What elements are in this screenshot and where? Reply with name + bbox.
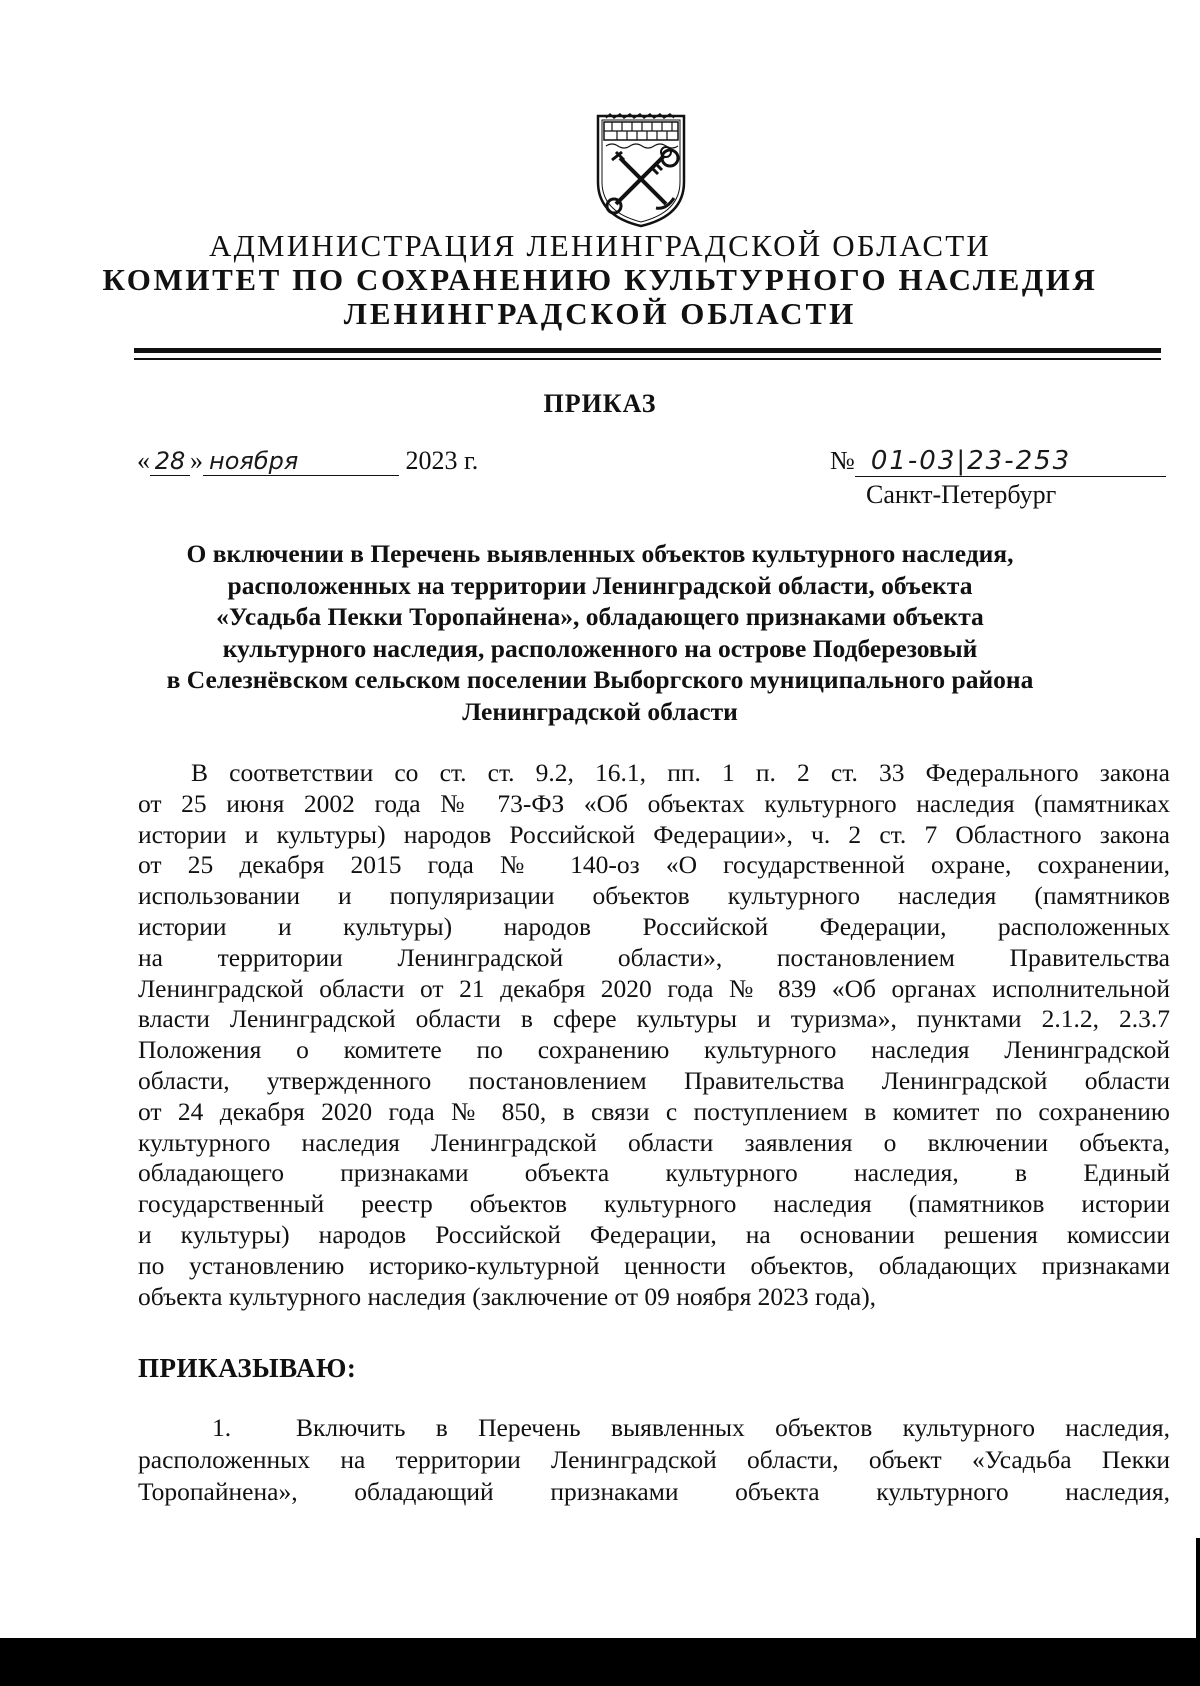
header-rule-thin: [134, 358, 1161, 360]
preamble-line: от 25 декабря 2015 года № 140-оз «О государственной охране, сохранении,: [138, 850, 1170, 880]
preamble-line: Ленинградской области от 21 декабря 2020 года № 839 «Об органах исполнительной: [138, 973, 1170, 1003]
order-item-1: [138, 1412, 1170, 1508]
date-quote-open: «: [137, 446, 150, 475]
order-title: ПРИКАЗ: [543, 389, 657, 418]
region-heading: ЛЕНИНГРАДСКОЙ ОБЛАСТИ: [343, 296, 857, 331]
number-prefix: №: [830, 446, 855, 475]
subject-line: «Усадьба Пекки Торопайнена», обладающего признаками объекта: [216, 602, 984, 631]
item-text: Включить в Перечень выявленных объектов культурного наследия,: [296, 1413, 1170, 1442]
item-number: 1.: [212, 1413, 232, 1442]
item-line: расположенных на территории Ленинградской области, объект «Усадьба Пекки: [138, 1445, 1170, 1474]
preamble-line: от 24 декабря 2020 года № 850, в связи с поступлением в комитет по сохранению: [138, 1096, 1170, 1126]
number-value: 01-03|23-253: [855, 446, 1166, 477]
preamble-line: Положения о комитете по сохранению культурного наследия Ленинградской: [138, 1035, 1170, 1065]
header-rule-thick: [134, 348, 1161, 353]
item-line: Торопайнена», обладающий признаками объекта культурного наследия,: [138, 1477, 1170, 1506]
preamble-line: истории и культуры) народов Российской Федерации, расположенных: [138, 911, 1170, 941]
subject-line: расположенных на территории Ленинградской области, объекта: [227, 570, 973, 600]
date-quote-close: »: [190, 446, 203, 475]
directive-heading: ПРИКАЗЫВАЮ:: [138, 1353, 357, 1383]
date-day: 28: [150, 447, 190, 476]
preamble-line: использовании и популяризации объектов культурного наследия (памятников: [138, 881, 1170, 911]
scan-edge-bottom: [0, 1638, 1200, 1686]
administration-heading: АДМИНИСТРАЦИЯ ЛЕНИНГРАДСКОЙ ОБЛАСТИ: [209, 228, 991, 263]
order-subject: [120, 538, 1080, 727]
preamble-line: обладающего признаками объекта культурного наследия, в Единый: [138, 1158, 1170, 1188]
order-date: [137, 446, 478, 476]
scan-edge-right: [1196, 1538, 1200, 1638]
preamble-line: на территории Ленинградской области», постановлением Правительства: [138, 942, 1170, 972]
coat-of-arms-emblem: [592, 112, 690, 230]
preamble-line: власти Ленинградской области в сфере культуры и туризма», пунктами 2.1.2, 2.3.7: [138, 1004, 1170, 1034]
preamble-line: истории и культуры) народов Российской Федерации», ч. 2 ст. 7 Областного закона: [138, 819, 1170, 849]
date-year: 2023 г.: [405, 446, 479, 475]
subject-line: Ленинградской области: [462, 696, 738, 726]
preamble-line: области, утвержденного постановлением Правительства Ленинградской области: [138, 1065, 1170, 1095]
subject-line: культурного наследия, расположенного на острове Подберезовый: [222, 633, 978, 663]
preamble-line: государственный реестр объектов культурного наследия (памятников истории: [138, 1189, 1170, 1219]
item-line: [138, 1412, 1170, 1444]
committee-heading: КОМИТЕТ ПО СОХРАНЕНИЮ КУЛЬТУРНОГО НАСЛЕДИЯ: [102, 262, 1098, 297]
preamble-line: объекта культурного наследия (заключение от 09 ноября 2023 года),: [138, 1281, 877, 1311]
preamble-line: В соответствии со ст. ст. 9.2, 16.1, пп. 1 п. 2 ст. 33 Федерального закона: [191, 758, 1170, 787]
preamble-paragraph: [138, 758, 1170, 1312]
order-number: [830, 446, 1166, 477]
subject-line: в Селезнёвском сельском поселении Выборгского муниципального района: [166, 665, 1034, 694]
order-city: Санкт-Петербург: [866, 480, 1057, 509]
preamble-line: по установлению историко-культурной ценности объектов, обладающих признаками: [138, 1250, 1170, 1280]
date-month: ноября: [203, 447, 399, 476]
preamble-line: от 25 июня 2002 года № 73-ФЗ «Об объектах культурного наследия (памятниках: [138, 788, 1170, 818]
preamble-line: культурного наследия Ленинградской области заявления о включении объекта,: [138, 1127, 1170, 1157]
subject-line: О включении в Перечень выявленных объектов культурного наследия,: [186, 539, 1014, 568]
preamble-line: и культуры) народов Российской Федерации, на основании решения комиссии: [138, 1219, 1170, 1249]
